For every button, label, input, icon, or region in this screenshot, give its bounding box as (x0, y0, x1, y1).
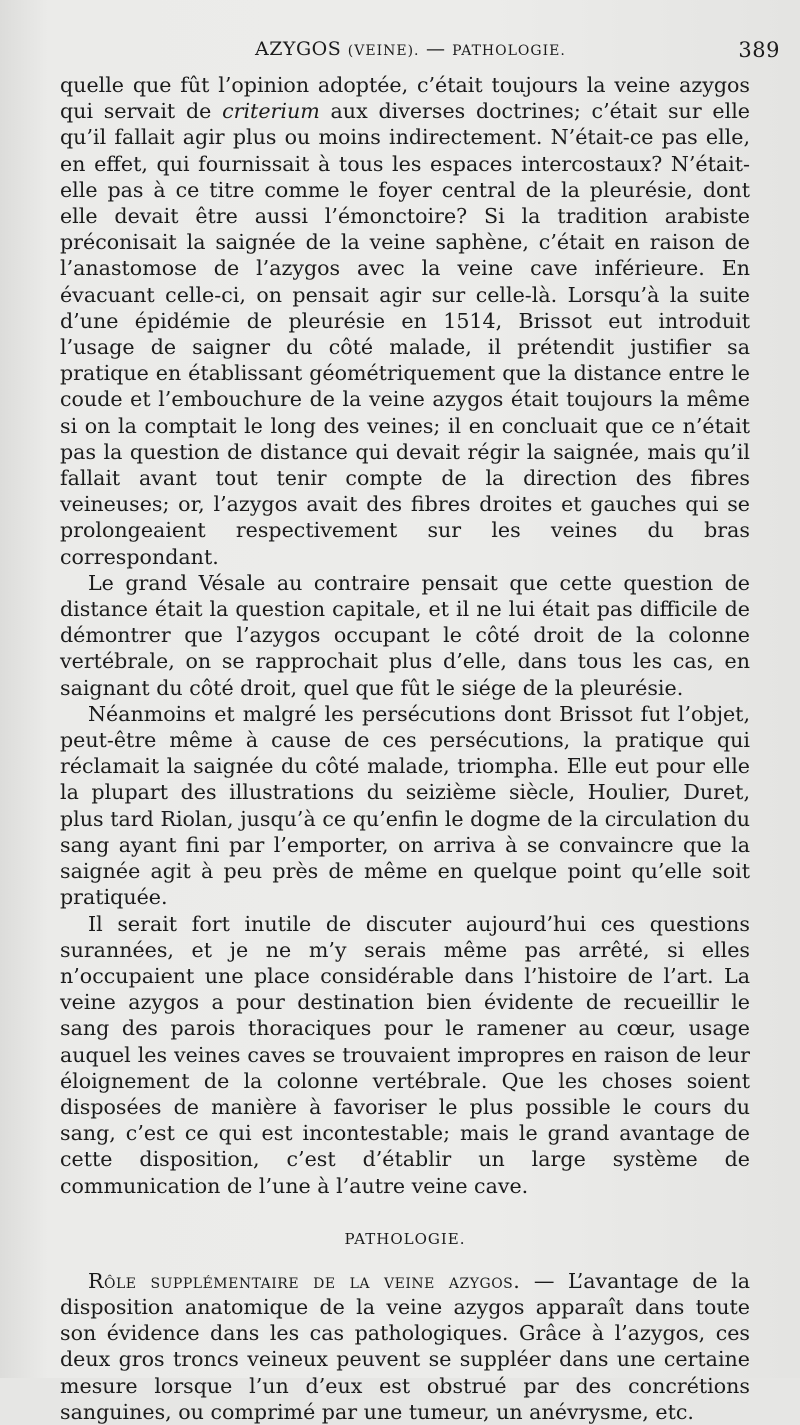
running-header (60, 38, 780, 68)
page-number: 389 (738, 38, 780, 62)
paragraph-5-text: — L’avantage de la disposition anatomique de la veine azygos apparaît dans toute son évidence dans les cas pathologiques. Grâce à l’azygos, ces deux gros troncs veineux peuvent se suppléer dans une certaine mesure lorsque l’un d’eux est obstrué par des concrétions sanguines, ou comprimé par une tumeur, un anévrysme, etc. (60, 1268, 750, 1424)
section-heading: PATHOLOGIE. (344, 1229, 466, 1248)
header-title-veine: (VEINE). (347, 43, 420, 59)
header-title (255, 38, 566, 60)
header-title-main: AZYGOS (255, 38, 342, 60)
header-title-section: PATHOLOGIE. (452, 43, 566, 59)
header-title-separator: — (419, 38, 453, 60)
paragraph-1-part-1: quelle que fût l’opinion adoptée, c’était toujours la veine azygos qui servait de (60, 73, 750, 124)
paragraph-4: Il serait fort inutile de discuter aujourd’hui ces questions surannées, et je ne m’y serais même pas arrêté, si elles n’occupaient une place considérable dans l’histoire de l’art. La veine azygos a pour destination bien évidente de recueillir le sang des parois thoraciques pour le ramener au cœur, usage auquel les veines caves se trouvaient impropres en raison de leur éloignement de la colonne vertébrale. Que les choses soient disposées de manière à favoriser le plus possible le cours du sang, c’est ce qui est incontestable; mais le grand avantage de cette disposition, c’est d’établir un large système de communication de l’une à l’autre veine cave. (60, 911, 750, 1198)
paragraph-1 (60, 72, 750, 570)
paragraph-5 (60, 1268, 750, 1425)
paragraph-1-part-2: aux diverses doctrines; c’était sur elle qu’il fallait agir plus ou moins indirectement. N’était-ce pas elle, en effet, qui fournissait à tous les espaces intercostaux? N’était-elle pas à ce titre comme le foyer central de la pleurésie, dont elle devait être aussi l’émonctoire? Si la tradition arabiste préconisait la saignée de la veine saphène, c’était en raison de l’anastomose de l’azygos avec la veine cave inférieure. En évacuant celle-ci, on pensait agir sur celle-là. Lorsqu’à la suite d’une épidémie de pleurésie en 1514, Brissot eut introduit l’usage de saigner du côté malade, il prétendit justifier sa pratique en établissant géométriquement que la distance entre le coude et l’embouchure de la veine azygos était toujours la même si on la comptait le long des veines; il en concluait que ce n’était pas la question de distance qui devait régir la saignée, mais qu’il fallait avant tout tenir compte de la direction des fibres veineuses; or, l’azygos avait des fibres droites et gauches qui se prolongeaient respectivement sur les veines du bras correspondant. (60, 99, 750, 569)
run-in-heading: Rôle supplémentaire de la veine azygos. (88, 1268, 521, 1293)
paragraph-2: Le grand Vésale au contraire pensait que cette question de distance était la question capitale, et il ne lui était pas difficile de démontrer que l’azygos occupant le côté droit de la colonne vertébrale, on se rapprochait plus d’elle, dans tous les cas, en saignant du côté droit, quel que fût le siége de la pleurésie. (60, 570, 750, 700)
main-text (60, 72, 750, 1425)
paragraph-3: Néanmoins et malgré les persécutions dont Brissot fut l’objet, peut-être même à cause de ces persécutions, la pratique qui réclamait la saignée du côté malade, triompha. Elle eut pour elle la plupart des illustrations du seizième siècle, Houlier, Duret, plus tard Riolan, jusqu’à ce qu’enfin le dogme de la circulation du sang ayant fini par l’emporter, on arriva à se convaincre que la saignée agit à peu près de même en quelque point qu’elle soit pratiquée. (60, 701, 750, 910)
italic-term: criterium (222, 99, 320, 124)
